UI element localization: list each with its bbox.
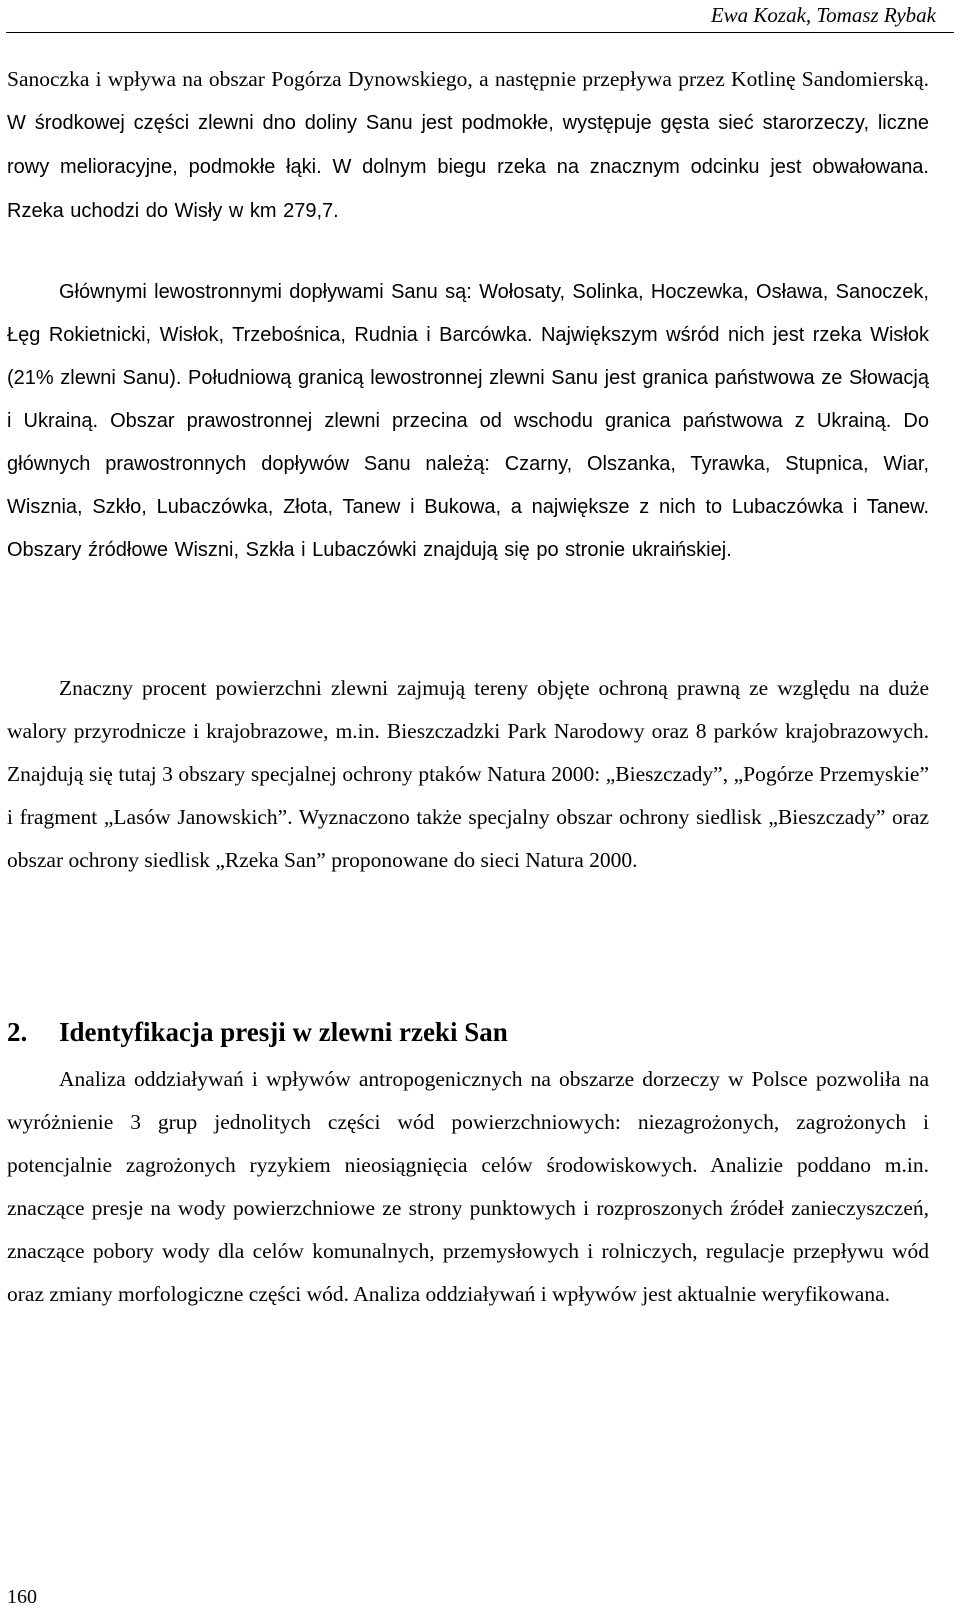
intro-paragraph-1 (7, 58, 929, 233)
header-rule (6, 32, 954, 33)
paragraph-text: Znaczny procent powierzchni zlewni zajmują tereny objęte ochroną prawną ze względu na duże walory przyrodnicze i krajobrazowe, m.in. Bieszczadzki Park Narodowy oraz 8 parków krajobrazowych. Znajdują się tutaj 3 obszary specjalnej ochrony ptaków Natura 2000: „Bieszczady”, „Pogórze Przemyskie” i fragment „Lasów Janowskich”. Wyznaczono także specjalny obszar ochrony siedlisk „Bieszczady” oraz obszar ochrony siedlisk „Rzeka San” proponowane do sieci Natura 2000. (7, 676, 929, 872)
paragraph-text-serif: Sanoczka i wpływa na obszar Pogórza Dynowskiego, a następnie przepływa przez Kotlinę Sandomierską. (7, 67, 929, 91)
page-number: 160 (7, 1586, 37, 1608)
section-number: 2. (7, 1017, 28, 1047)
section-title: Identyfikacja presji w zlewni rzeki San (59, 1017, 508, 1047)
pressures-paragraph (7, 1058, 929, 1316)
paragraph-text: Głównymi lewostronnymi dopływami Sanu są: Wołosaty, Solinka, Hoczewka, Osława, Sanoczek, Łęg Rokietnicki, Wisłok, Trzebośnica, Rudnia i Barcówka. Największym wśród nich jest rzeka Wisłok (21% zlewni Sanu). Południową granicą lewostronnej zlewni Sanu jest granica państwowa ze Słowacją i Ukrainą. Obszar prawostronnej zlewni przecina od wschodu granica państwowa z Ukrainą. Do głównych prawostronnych dopływów Sanu należą: Czarny, Olszanka, Tyrawka, Stupnica, Wiar, Wisznia, Szkło, Lubaczówka, Złota, Tanew i Bukowa, a największe z nich to Lubaczówka i Tanew. Obszary źródłowe Wiszni, Szkła i Lubaczówki znajdują się po stronie ukraińskiej. (7, 281, 929, 561)
paragraph-text: Analiza oddziaływań i wpływów antropogenicznych na obszarze dorzeczy w Polsce pozwoliła na wyróżnienie 3 grup jednolitych części wód powierzchniowych: niezagrożonych, zagrożonych i potencjalnie zagrożonych ryzykiem nieosiągnięcia celów środowiskowych. Analizie poddano m.in. znaczące presje na wody powierzchniowe ze strony punktowych i rozproszonych źródeł zanieczyszczeń, znaczące pobory wody dla celów komunalnych, przemysłowych i rolniczych, regulacje przepływu wód oraz zmiany morfologiczne części wód. Analiza oddziaływań i wpływów jest aktualnie weryfikowana. (7, 1067, 929, 1306)
running-header-authors: Ewa Kozak, Tomasz Rybak (710, 3, 936, 27)
tributaries-paragraph (7, 271, 929, 572)
protected-areas-paragraph (7, 667, 929, 882)
paragraph-text-sans: W środkowej części zlewni dno doliny Sanu jest podmokłe, występuje gęsta sieć starorzeczy, liczne rowy melioracyjne, podmokłe łąki. W dolnym biegu rzeka na znacznym odcinku jest obwałowana. Rzeka uchodzi do Wisły w km 279,7. (7, 112, 929, 222)
section-heading (7, 1010, 508, 1054)
